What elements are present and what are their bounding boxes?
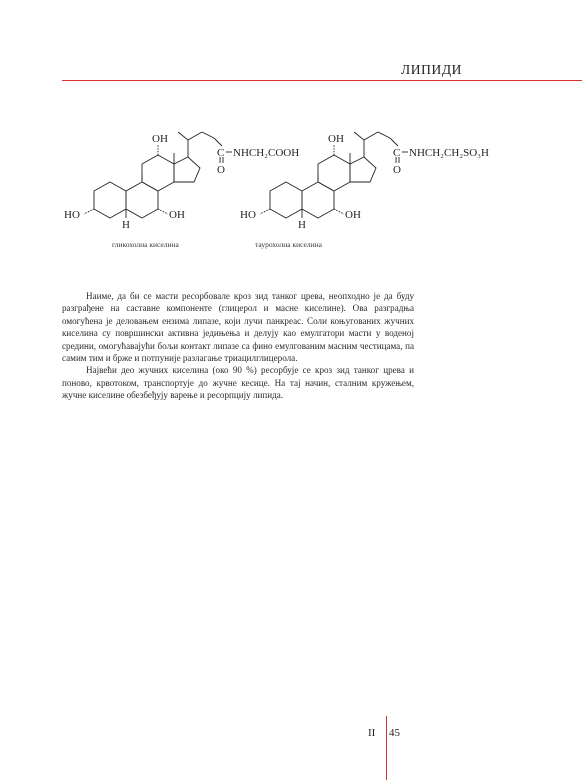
ring-a: [94, 182, 126, 218]
oh-3-bond: [84, 209, 94, 214]
caption-glycocholic-acid: гликохолна киселина: [112, 240, 179, 249]
side-chain-methyl: [178, 132, 188, 140]
side-chain-3: [378, 132, 390, 138]
header-rule: [62, 80, 582, 81]
label-oh-top: OH: [328, 133, 344, 145]
label-side-chain: NHCH₂COOH: [233, 147, 300, 159]
body-text: [62, 290, 414, 402]
label-h: H: [298, 219, 306, 231]
label-oh-top: OH: [152, 133, 168, 145]
paragraph-2: Највећи део жучних киселина (око 90 %) ресорбује се кроз зид танког црева и поново, крвотоком, транспортује до жучне кесице. На тај начин, сталним кружењем, жучне киселине обезбеђују варење и ресорпцију липида.: [62, 365, 414, 401]
oh-3-bond: [260, 209, 270, 214]
label-carbonyl-c: C: [393, 147, 401, 159]
ring-a: [270, 182, 302, 218]
label-side-chain: NHCH₂CH₂SO₃H: [409, 147, 489, 159]
ring-d: [174, 157, 200, 182]
side-chain-2: [364, 132, 378, 140]
ring-b: [302, 182, 334, 218]
ring-d: [350, 157, 376, 182]
side-chain-methyl: [354, 132, 364, 140]
oh-7-bond: [158, 209, 168, 214]
side-chain-2: [188, 132, 202, 140]
running-header-title: ЛИПИДИ: [401, 62, 462, 77]
oh-7-bond: [334, 209, 344, 214]
caption-taurocholic-acid: таурохолна киселина: [255, 240, 322, 249]
label-carbonyl-c: C: [217, 147, 225, 159]
side-chain-3: [202, 132, 214, 138]
footer-section-number: II: [368, 727, 376, 739]
ring-b: [126, 182, 158, 218]
paragraph-1: Наиме, да би се масти ресорбовале кроз зид танког црева, неопходно је да буду разграђене на саставне компоненте (глицерол и масне киселине). Ова разградња омогућена је деловањем ензима липазе, који лучи панкреас. Соли коњугованих жучних киселина су површински активна једињења и делују као емулгатори масти у воденој средини, омогућавајући бољи контакт липазе са фино емулгованим масним честицама, па самим тим и брже и потпуније разлагање триацилглицерола.: [62, 291, 414, 364]
side-chain-4: [214, 138, 222, 146]
label-carbonyl-o: O: [217, 164, 225, 176]
label-carbonyl-o: O: [393, 164, 401, 176]
label-oh-right: OH: [345, 209, 361, 221]
label-ho-left: HO: [240, 209, 256, 221]
label-ho-left: HO: [64, 209, 80, 221]
label-h: H: [122, 219, 130, 231]
footer-page-number: 45: [389, 727, 400, 739]
footer-vertical-rule: [386, 716, 387, 780]
side-chain-4: [390, 138, 398, 146]
ring-c: [318, 155, 350, 191]
label-oh-right: OH: [169, 209, 185, 221]
ring-c: [142, 155, 174, 191]
